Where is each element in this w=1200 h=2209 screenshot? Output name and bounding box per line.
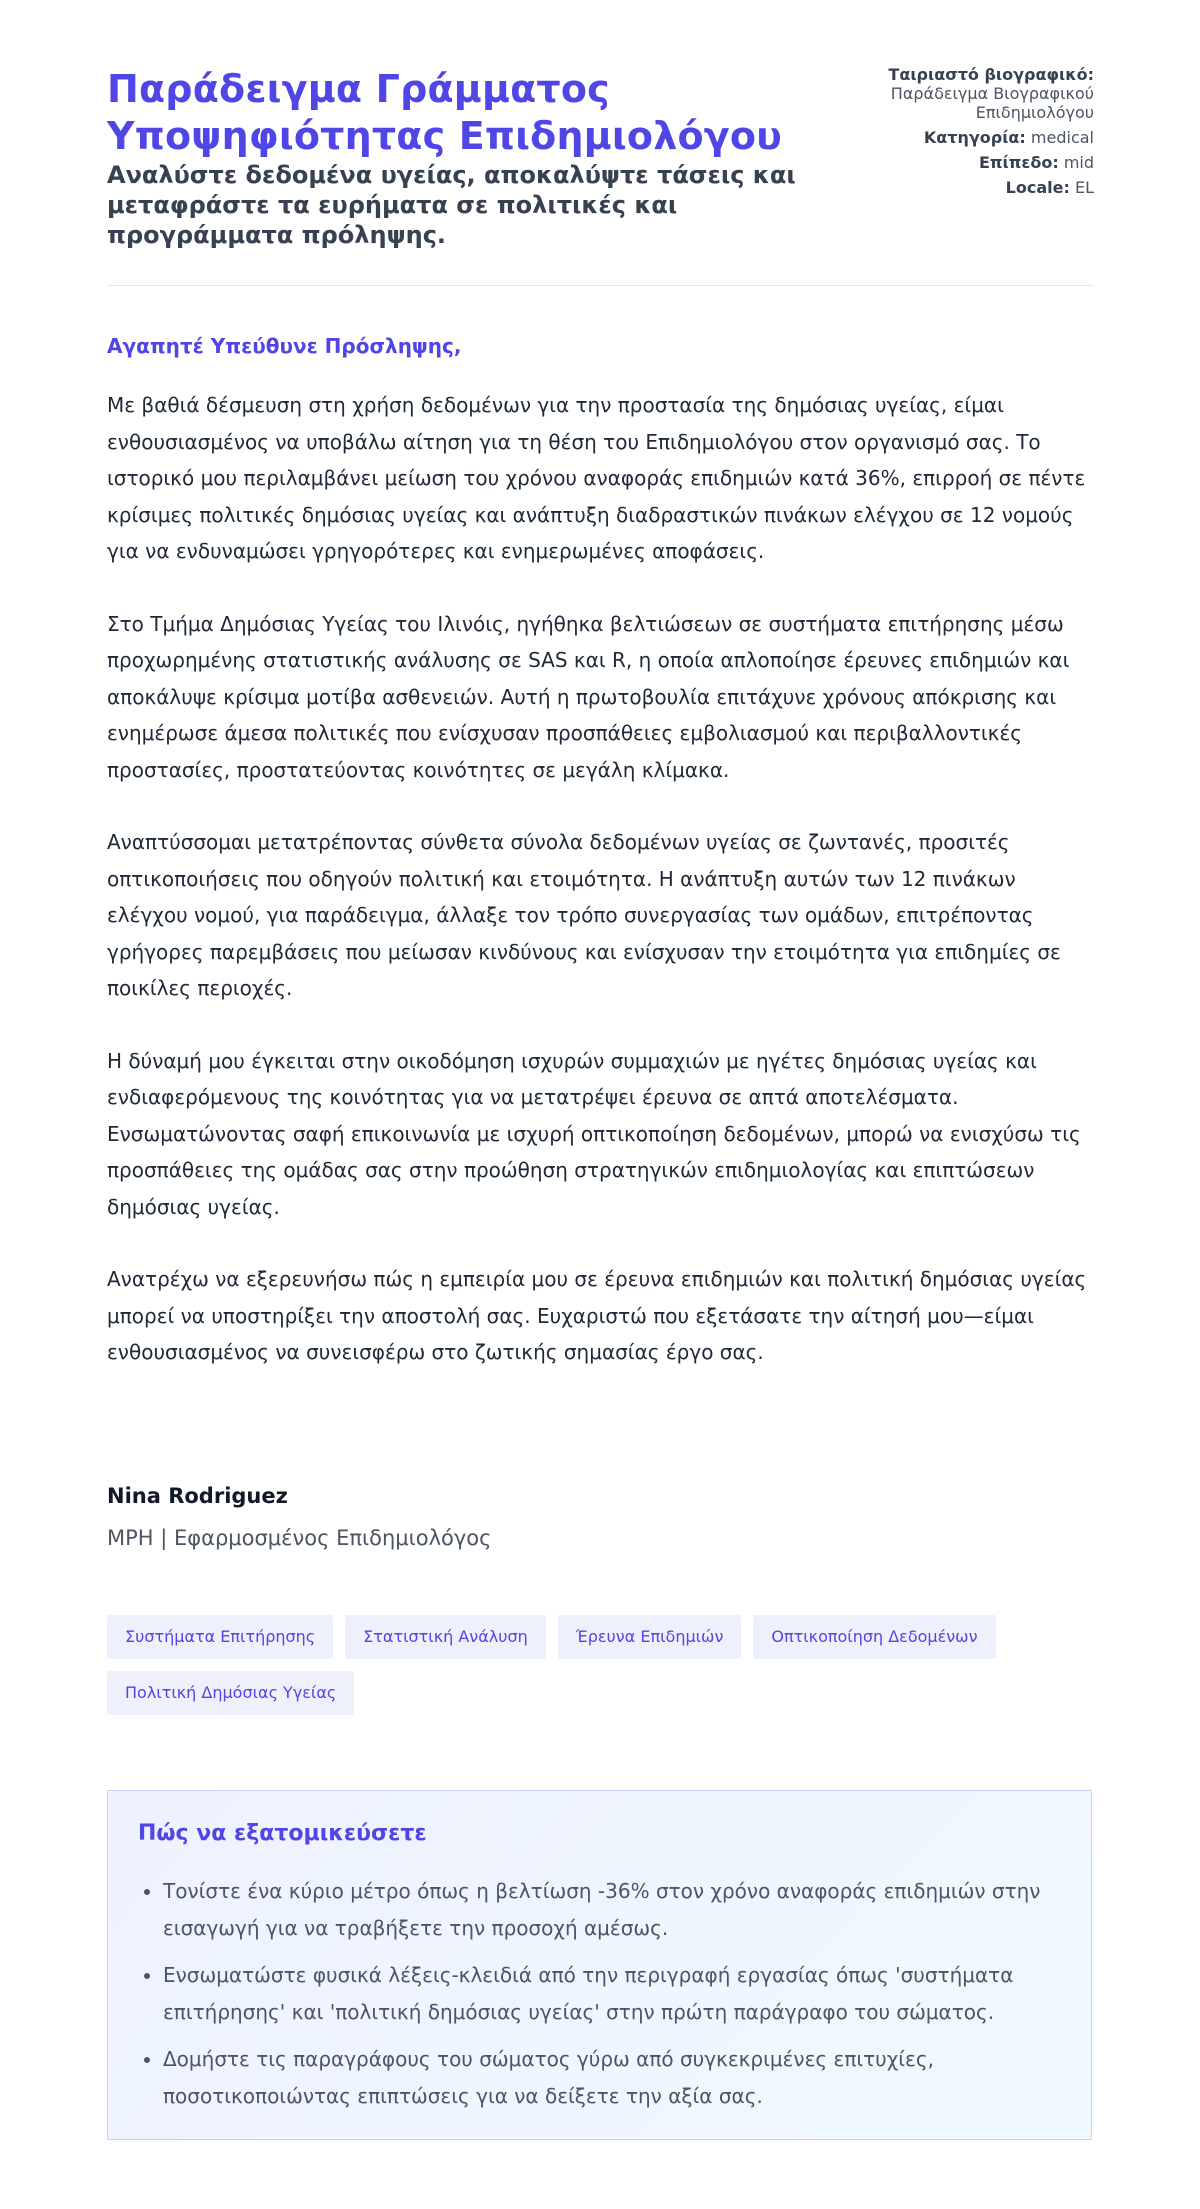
letter-paragraph-5: Ανατρέχω να εξερευνήσω πώς η εμπειρία μου σε έρευνα επιδημιών και πολιτική δημόσιας υγείας μπορεί να υποστηρίξει την αποστολή σας. Ευχαριστώ που εξετάσατε την αίτησή μου—είμαι ενθουσιασμένος να συνεισφέρω στο ζωτικής σημασίας έργο σας. (107, 1267, 1087, 1364)
letter-paragraph-1: Με βαθιά δέσμευση στη χρήση δεδομένων για την προστασία της δημόσιας υγείας, είμαι ενθουσιασμένος να υποβάλω αίτηση για τη θέση του Επιδημιολόγου στον οργανισμό σας. Το ιστορικό μου περιλαμβάνει μείωση του χρόνου αναφοράς επιδημιών κατά 36%, επιρροή σε πέντε κρίσιμες πολιτικές δημόσιας υγείας και ανάπτυξη διαδραστικών πινάκων ελέγχου σε 12 νομούς για να ενδυναμώσει γρηγορότερες και ενημερωμένες αποφάσεις. (107, 393, 1086, 563)
meta-category (804, 128, 1094, 147)
page-title: Παράδειγμα Γράμματος Υποψηφιότητας Επιδημιολόγου (107, 67, 783, 158)
tips-list-item: • Ενσωματώστε φυσικά λέξεις-κλειδιά από την περιγραφή εργασίας όπως 'συστήματα επιτήρησης' και 'πολιτική δημόσιας υγείας' στην πρώτη παράγραφο του σώματος. (163, 1957, 1063, 2031)
skill-tag: Συστήματα Επιτήρησης (107, 1615, 333, 1659)
signature-name: Nina Rodriguez (107, 1484, 288, 1508)
meta-level (804, 153, 1094, 172)
meta-resume (804, 65, 1094, 122)
skill-tag: Στατιστική Ανάλυση (345, 1615, 546, 1659)
tips-list-item: • Δομήστε τις παραγράφους του σώματος γύρω από συγκεκριμένες επιτυχίες, ποσοτικοποιώντας επιπτώσεις για να δείξετε την αξία σας. (163, 2041, 1063, 2115)
page-subtitle: Αναλύστε δεδομένα υγείας, αποκαλύψτε τάσεις και μεταφράστε τα ευρήματα σε πολιτικές και προγράμματα πρόληψης. (107, 161, 796, 249)
page-content (107, 0, 1094, 2108)
skill-tag: Έρευνα Επιδημιών (558, 1615, 742, 1659)
header (107, 0, 1094, 286)
tips-title: Πώς να εξατομικεύσετε (138, 1821, 427, 1846)
skill-tag: Πολιτική Δημόσιας Υγείας (107, 1671, 354, 1715)
tips-list-item: • Τονίστε ένα κύριο μέτρο όπως η βελτίωση -36% στον χρόνο αναφοράς επιδημιών στην εισαγωγή για να τραβήξετε την προσοχή αμέσως. (163, 1873, 1063, 1947)
letter-paragraph-3: Αναπτύσσομαι μετατρέποντας σύνθετα σύνολα δεδομένων υγείας σε ζωντανές, προσιτές οπτικοποιήσεις που οδηγούν πολιτική και ετοιμότητα. Η ανάπτυξη αυτών των 12 πινάκων ελέγχου νομού, για παράδειγμα, άλλαξε τον τρόπο συνεργασίας των ομάδων, επιτρέποντας γρήγορες παρεμβάσεις που μείωσαν κινδύνους και ενίσχυσαν την ετοιμότητα για επιδημίες σε ποικίλες περιοχές. (107, 830, 1061, 1000)
tips-list (138, 1873, 1063, 2125)
meta-level-value: mid (1063, 153, 1094, 172)
meta-locale-label: Locale: (1005, 178, 1070, 197)
signature-title: MPH | Εφαρμοσμένος Επιδημιολόγος (107, 1526, 492, 1550)
meta-level-label: Επίπεδο: (978, 153, 1059, 172)
meta-category-value: medical (1030, 128, 1094, 147)
meta-resume-label: Ταιριαστό βιογραφικό: (888, 65, 1094, 84)
letter-paragraph-4: Η δύναμή μου έγκειται στην οικοδόμηση ισχυρών συμμαχιών με ηγέτες δημόσιας υγείας και ενδιαφερόμενους της κοινότητας για να μετατρέψει έρευνα σε απτά αποτελέσματα. Ενσωματώνοντας σαφή επικοινωνία με ισχυρή οπτικοποίηση δεδομένων, μπορώ να ενισχύσω τις προσπάθειες της ομάδας σας στην προώθηση στρατηγικών επιδημιολογίας και επιπτώσεων δημόσιας υγείας. (107, 1048, 1081, 1219)
customization-tips-box (107, 1790, 1092, 2140)
meta-locale (804, 178, 1094, 197)
letter-paragraph-2: Στο Τμήμα Δημόσιας Υγείας του Ιλινόις, ηγήθηκα βελτιώσεων σε συστήματα επιτήρησης μέσω προχωρημένης στατιστικής ανάλυσης σε SAS και R, η οποία απλοποίησε έρευνες επιδημιών και αποκάλυψε κρίσιμα μοτίβα ασθενειών. Αυτή η πρωτοβουλία επιτάχυνε χρόνους απόκρισης και ενημέρωσε άμεσα πολιτικές που ενίσχυσαν προσπάθειες εμβολιασμού και περιβαλλοντικές προστασίες, προστατεύοντας κοινότητες σε μεγάλη κλίμακα. (107, 611, 1070, 782)
meta-panel (804, 65, 1094, 203)
skill-tag: Οπτικοποίηση Δεδομένων (753, 1615, 995, 1659)
meta-locale-value: EL (1074, 178, 1094, 197)
skill-tags (107, 1615, 1097, 1715)
meta-resume-value: Παράδειγμα Βιογραφικού Επιδημιολόγου (890, 84, 1094, 122)
letter-body (107, 387, 1097, 1407)
meta-category-label: Κατηγορία: (923, 128, 1026, 147)
letter-greeting: Αγαπητέ Υπεύθυνε Πρόσληψης, (107, 334, 462, 358)
